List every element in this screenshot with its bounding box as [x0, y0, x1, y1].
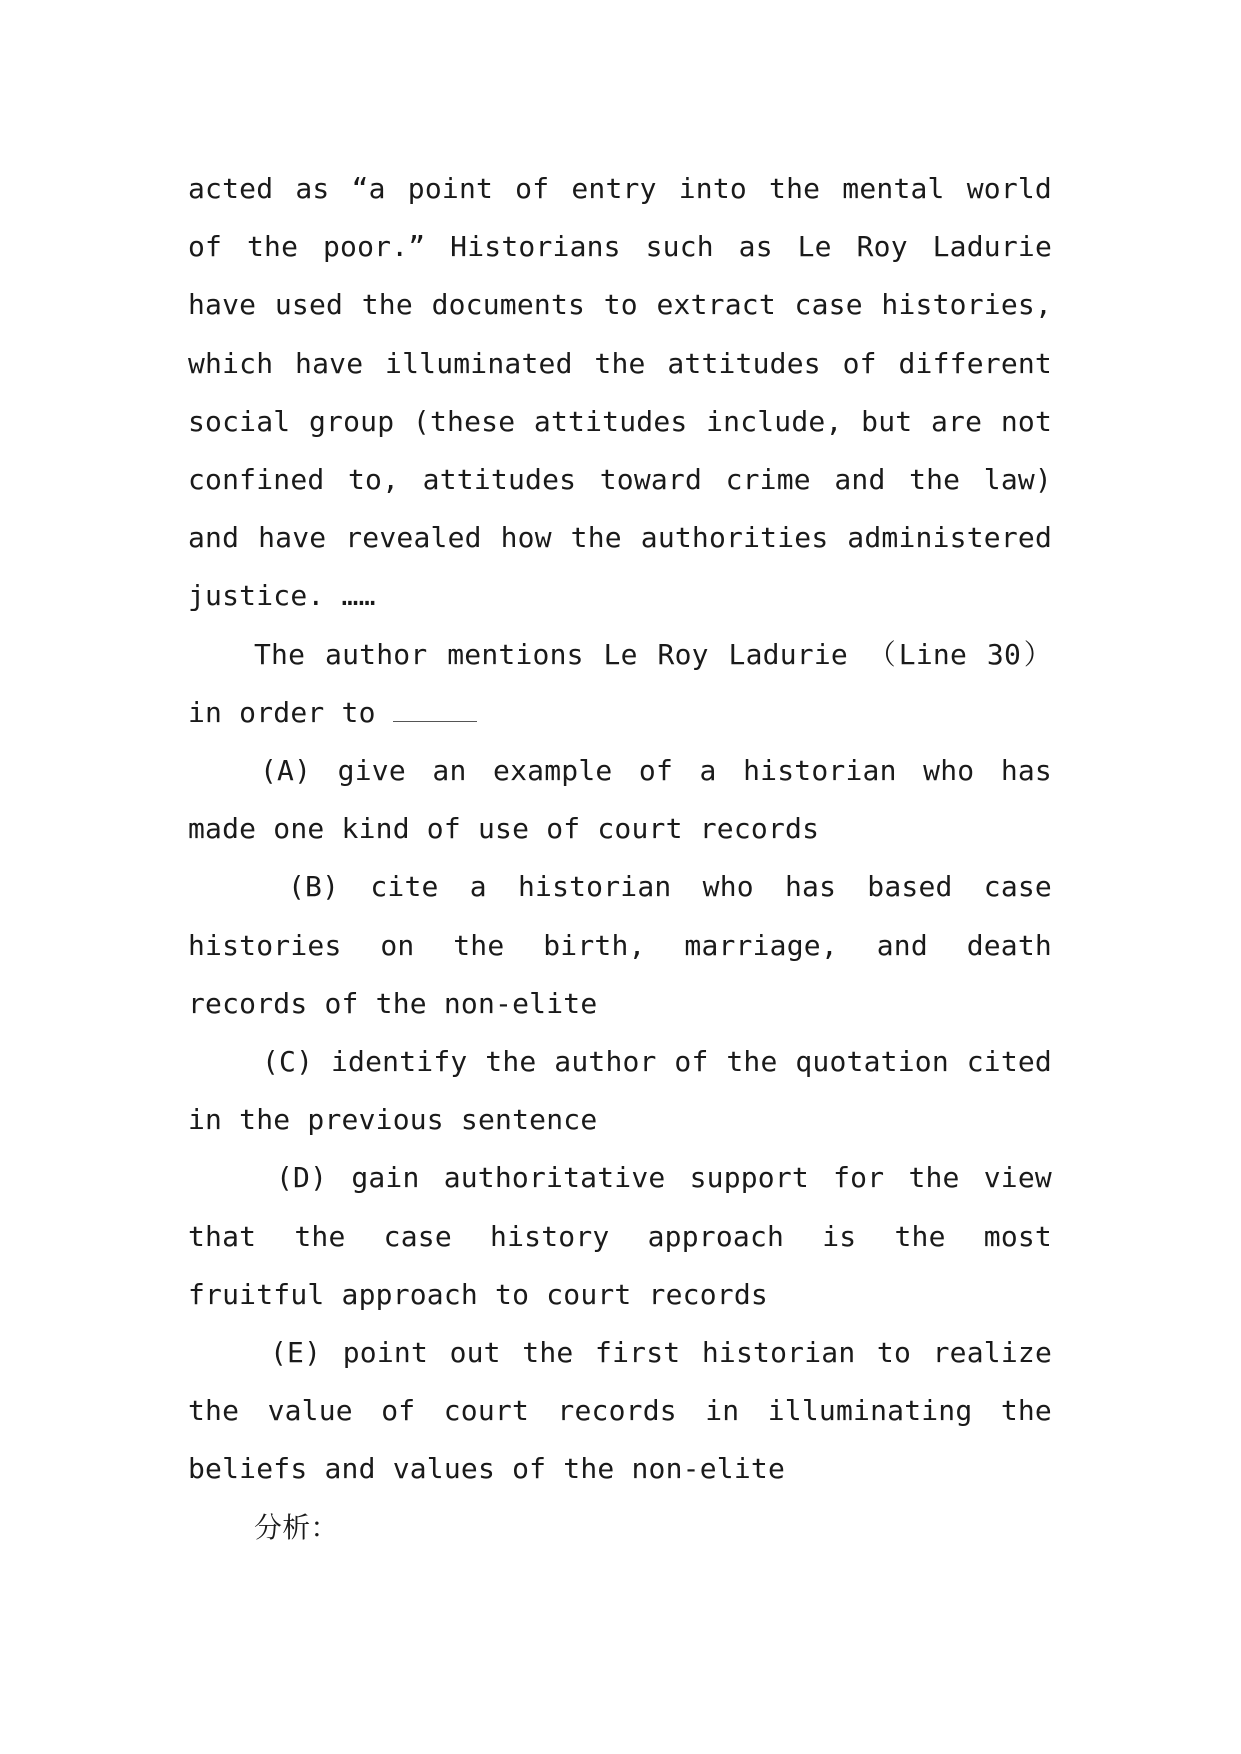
- option-e: (E) point out the first historian to realize the value of court records in illuminating the beliefs and values of the non-elite: [188, 1336, 1052, 1486]
- question-stem-text: The author mentions Le Roy Ladurie （Line 30）in order to: [188, 637, 1052, 729]
- option-d: (D) gain authoritative support for the view that the case history approach is the most fruitful approach to court records: [188, 1161, 1052, 1311]
- option-b: (B) cite a historian who has based case histories on the birth, marriage, and death records of the non-elite: [188, 870, 1052, 1020]
- passage-paragraph: acted as “a point of entry into the mental world of the poor.” Historians such as Le Roy Ladurie have used the documents to extract case histories, which have illuminated the attitudes of different social group (these attitudes include, but are not confined to, attitudes toward crime and the law) and have revealed how the authorities administered justice. ……: [188, 172, 1052, 613]
- answer-blank: [393, 697, 477, 722]
- option-c: (C) identify the author of the quotation cited in the previous sentence: [188, 1045, 1052, 1137]
- document-page: [188, 160, 1052, 1557]
- question-stem: [188, 626, 1052, 742]
- analysis-label: 分析：: [254, 1510, 339, 1544]
- option-a: (A) give an example of a historian who has made one kind of use of court records: [188, 754, 1052, 846]
